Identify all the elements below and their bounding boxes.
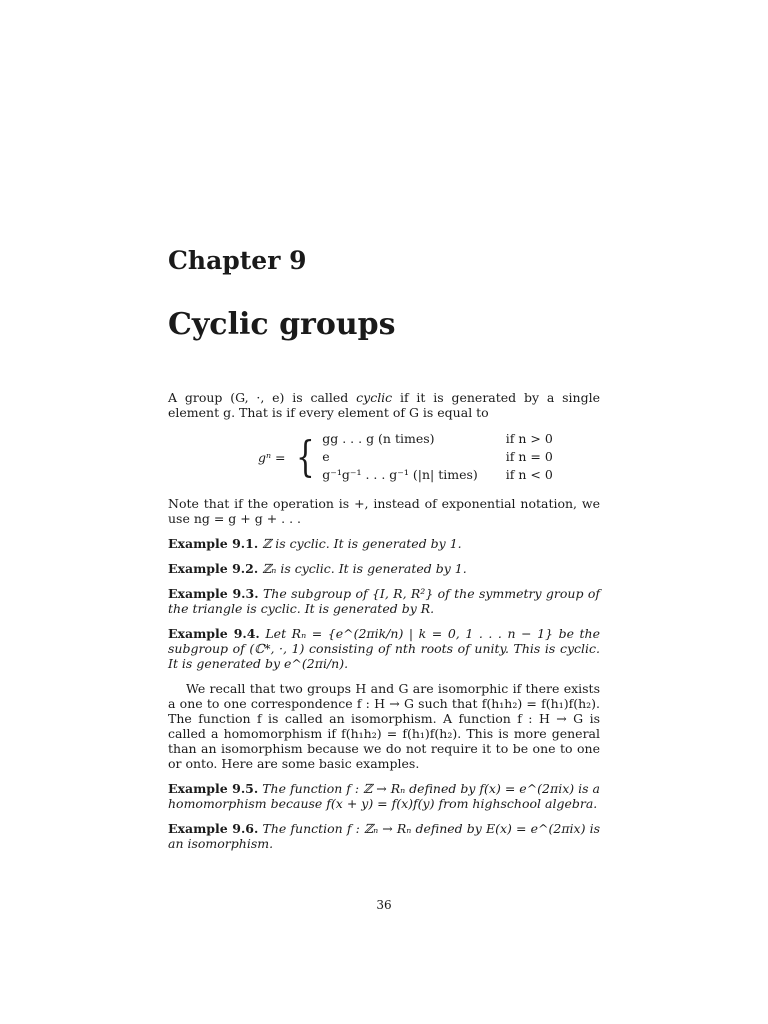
example-label: Example 9.6. <box>168 821 259 836</box>
case-expr: e <box>322 449 330 464</box>
document-page <box>168 0 600 1024</box>
chapter-body <box>168 390 600 861</box>
cases-table <box>320 430 555 484</box>
example-label: Example 9.5. <box>168 781 259 796</box>
example-9-6 <box>168 821 600 851</box>
case-cond: if n = 0 <box>505 449 553 464</box>
example-9-1 <box>168 536 600 551</box>
example-text: ℤₙ is cyclic. It is generated by 1. <box>262 561 467 576</box>
case-expr: gg . . . g (n times) <box>322 431 435 446</box>
case-cond: if n < 0 <box>505 467 553 482</box>
example-9-3 <box>168 586 600 616</box>
intro-text-a: A group (G, ·, e) is called <box>168 390 357 405</box>
cases-lhs: gⁿ = <box>258 449 286 465</box>
example-label: Example 9.3. <box>168 586 259 601</box>
case-cond: if n > 0 <box>505 431 553 446</box>
example-label: Example 9.4. <box>168 626 260 641</box>
chapter-label: Chapter 9 <box>168 246 307 275</box>
intro-emphasis: cyclic <box>356 390 393 405</box>
isomorphism-paragraph: We recall that two groups H and G are isomorphic if there exists a one to one correspondence f : H → G such that f(h₁h₂) = f(h₁)f(h₂). The function f is called an isomorphism. A function f : H → G is called a homomorphism if f(h₁h₂) = f(h₁)f(h₂). This is more general than an isomorphism because we do not require it to be one to one or onto. Here are some basic examples. <box>168 681 600 771</box>
example-text: ℤ is cyclic. It is generated by 1. <box>262 536 462 551</box>
left-brace: { <box>295 432 315 481</box>
example-label: Example 9.2. <box>168 561 259 576</box>
example-9-4 <box>168 626 600 671</box>
chapter-title: Cyclic groups <box>168 307 396 342</box>
piecewise-definition <box>258 430 600 484</box>
example-9-2 <box>168 561 600 576</box>
example-text: The subgroup of {I, R, R²} of the symmetry group of the triangle is cyclic. It is generated by R. <box>168 586 600 616</box>
example-text: The function f : ℤ → Rₙ defined by f(x) = e^(2πix) is a homomorphism because f(x + y) = f(x)f(y) from highschool algebra. <box>168 781 600 811</box>
note-paragraph: Note that if the operation is +, instead of exponential notation, we use ng = g + g + . . . <box>168 496 600 526</box>
case-row <box>320 448 555 466</box>
example-label: Example 9.1. <box>168 536 259 551</box>
case-row <box>320 430 555 448</box>
intro-text-b: if it is generated by a single element g. That is if every element of G is equal to <box>168 390 600 420</box>
case-row <box>320 466 555 484</box>
intro-paragraph <box>168 390 600 420</box>
page-number: 36 <box>376 898 392 912</box>
example-9-5 <box>168 781 600 811</box>
example-text: Let Rₙ = {e^(2πik/n) | k = 0, 1 . . . n − 1} be the subgroup of (ℂ*, ·, 1) consisting of nth roots of unity. This is cyclic. It is generated by e^(2πi/n). <box>168 626 601 671</box>
case-expr: g⁻¹g⁻¹ . . . g⁻¹ (|n| times) <box>322 467 478 482</box>
example-text: The function f : ℤₙ → Rₙ defined by E(x) = e^(2πix) is an isomorphism. <box>168 821 600 851</box>
